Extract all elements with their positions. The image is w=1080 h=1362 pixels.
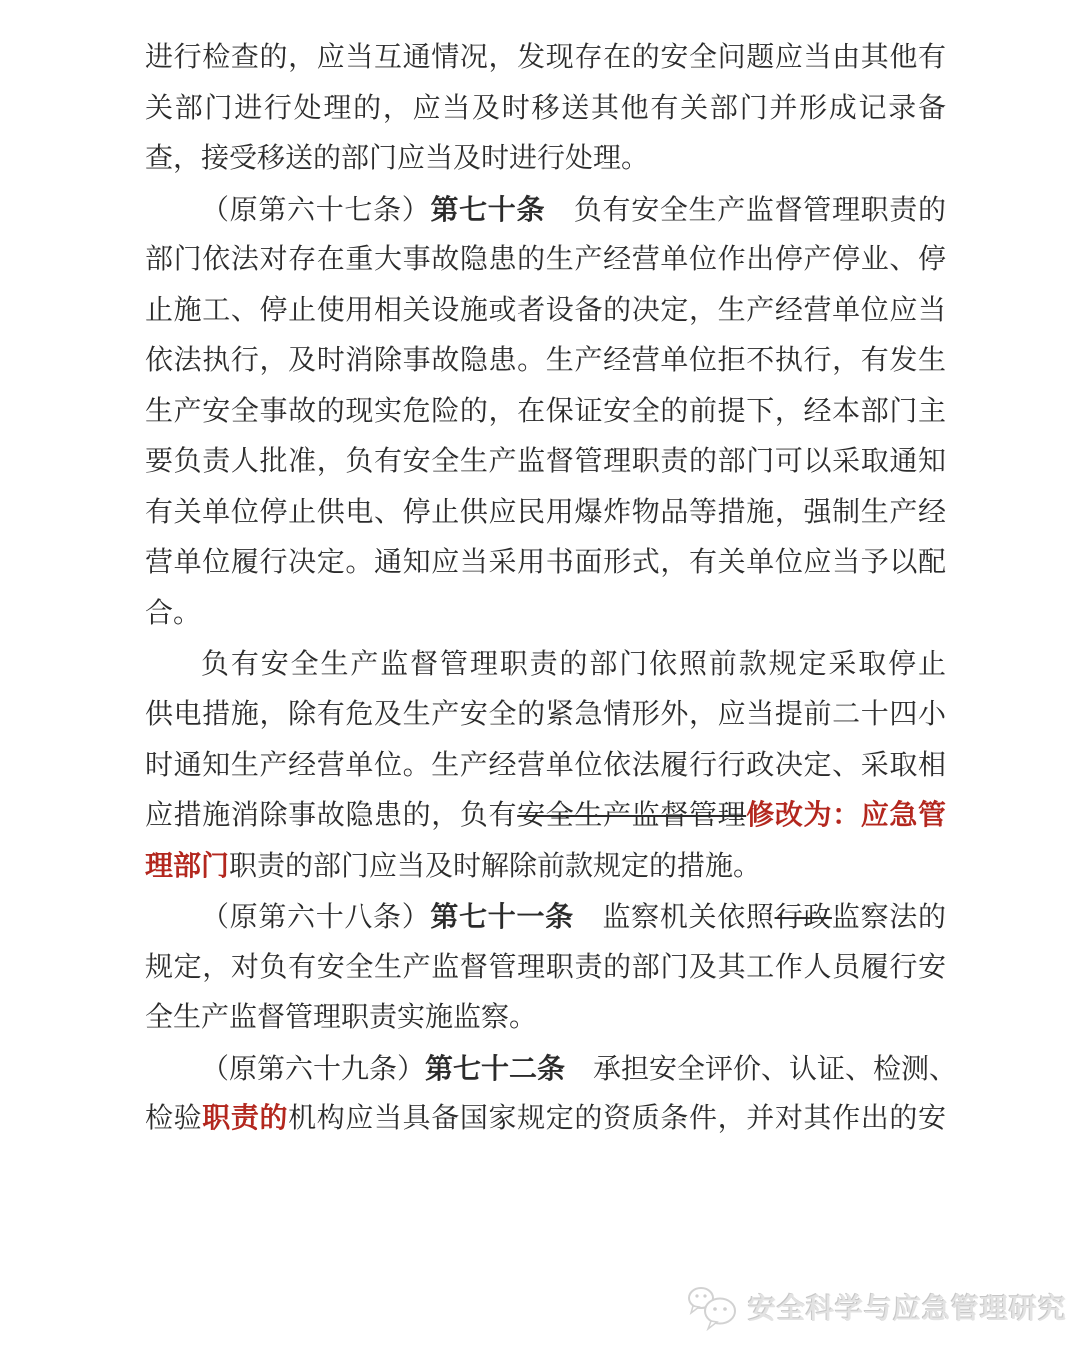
- text-segment: 要负责人批准，负有安全生产监督管理职责的部门可以采取通知: [145, 446, 946, 478]
- revision-text: 理部门: [145, 850, 230, 882]
- text-line: [145, 1094, 946, 1145]
- text-line: [145, 993, 946, 1044]
- document-body: [145, 33, 958, 1145]
- text-line: [145, 437, 946, 488]
- revision-text: 修改为：应急管: [746, 800, 946, 832]
- revision-text: 职责的: [202, 1103, 289, 1135]
- text-segment: 全生产监督管理职责实施监察。: [145, 1002, 538, 1034]
- text-segment: 监察机关依照: [573, 902, 775, 934]
- text-segment: 职责的部门应当及时解除前款规定的措施。: [229, 850, 762, 882]
- text-segment: 关部门进行处理的，应当及时移送其他有关部门并形成记录备: [145, 92, 946, 124]
- wechat-icon: [686, 1283, 740, 1331]
- struck-text: 安全生产监督管理: [517, 800, 747, 832]
- text-line: [145, 1044, 958, 1095]
- struck-text: 行政: [774, 902, 832, 934]
- text-line: [145, 336, 946, 387]
- watermark-text: 安全科学与应急管理研究: [748, 1293, 1068, 1324]
- text-line: [145, 640, 946, 691]
- text-segment: 时通知生产经营单位。生产经营单位依法履行行政决定、采取相: [145, 749, 946, 781]
- text-segment: 止施工、停止使用相关设施或者设备的决定，生产经营单位应当: [145, 294, 946, 326]
- text-line: [145, 185, 946, 236]
- text-line: [145, 235, 946, 286]
- article-heading: 第七十条: [430, 193, 546, 225]
- text-segment: （原第六十九条）: [201, 1053, 426, 1085]
- text-segment: 供电措施，除有危及生产安全的紧急情形外，应当提前二十四小: [145, 699, 946, 731]
- text-line: [145, 690, 946, 741]
- text-segment: 查，接受移送的部门应当及时进行处理。: [145, 143, 650, 175]
- text-line: [145, 84, 946, 135]
- text-segment: 依法执行，及时消除事故隐患。生产经营单位拒不执行，有发生: [145, 345, 946, 377]
- text-line: [145, 134, 946, 185]
- wechat-watermark: [686, 1283, 1067, 1331]
- text-line: [145, 589, 946, 640]
- text-segment: 机构应当具备国家规定的资质条件，并对其作出的安: [288, 1103, 946, 1135]
- text-segment: 进行检查的，应当互通情况，发现存在的安全问题应当由其他有: [145, 42, 946, 73]
- text-segment: 负有安全生产监督管理职责的部门依照前款规定采取停止: [201, 648, 946, 680]
- text-line: [145, 892, 946, 943]
- text-line: [145, 286, 946, 337]
- text-segment: 有关单位停止供电、停止供应民用爆炸物品等措施，强制生产经: [145, 496, 946, 528]
- text-segment: 应措施消除事故隐患的，负有: [145, 800, 518, 832]
- text-segment: 监察法的: [831, 902, 946, 934]
- text-line: [145, 741, 946, 792]
- text-segment: 检验: [145, 1103, 203, 1135]
- text-segment: 部门依法对存在重大事故隐患的生产经营单位作出停产停业、停: [145, 244, 946, 276]
- text-segment: 承担安全评价、认证、检测、: [565, 1053, 958, 1085]
- text-line: [145, 791, 946, 842]
- text-segment: 负有安全生产监督管理职责的: [545, 194, 946, 226]
- text-segment: 合。: [145, 598, 202, 630]
- text-line: [145, 943, 946, 994]
- article-heading: 第七十二条: [425, 1052, 566, 1084]
- text-segment: （原第六十七条）: [201, 194, 431, 226]
- text-segment: （原第六十八条）: [201, 902, 431, 934]
- article-heading: 第七十一条: [430, 901, 574, 933]
- text-segment: 规定，对负有安全生产监督管理职责的部门及其工作人员履行安: [145, 951, 946, 983]
- text-line: [145, 488, 946, 539]
- text-segment: 营单位履行决定。通知应当采用书面形式，有关单位应当予以配: [145, 547, 946, 579]
- text-line: [145, 538, 946, 589]
- text-segment: 生产安全事故的现实危险的，在保证安全的前提下，经本部门主: [145, 395, 946, 427]
- text-line: [145, 387, 946, 438]
- text-line: [145, 33, 946, 84]
- text-line: [145, 842, 946, 893]
